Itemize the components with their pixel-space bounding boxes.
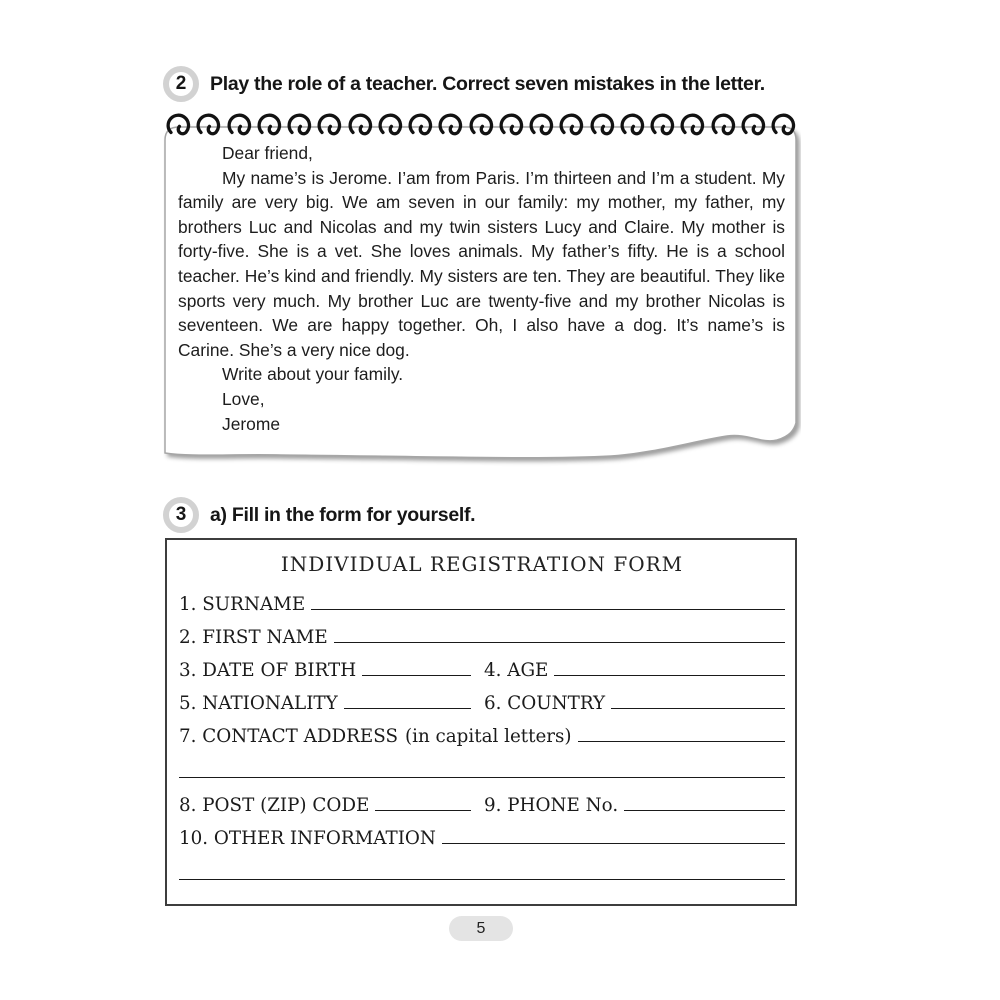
field-col-post-zip-code <box>179 783 471 816</box>
form-row-nationality-country <box>179 681 785 714</box>
spiral-ring-icon <box>408 110 435 139</box>
spiral-ring-icon <box>257 110 284 139</box>
spiral-ring-icon <box>771 110 798 139</box>
spiral-ring-icon <box>469 110 496 139</box>
spiral-ring-icon <box>590 110 617 139</box>
field-label-post-zip-code: 8. POST (ZIP) CODE <box>179 795 370 816</box>
form-row-birth-age <box>179 648 785 681</box>
blank-line-address-continuation <box>179 776 785 778</box>
exercise3-number: 3 <box>175 504 187 525</box>
field-label-country: 6. COUNTRY <box>484 693 606 714</box>
form-row-other-continuation <box>179 849 785 885</box>
letter-signature: Jerome <box>222 413 280 434</box>
spiral-ring-icon <box>741 110 768 139</box>
form-row-surname <box>179 582 785 615</box>
blank-line-post-zip-code <box>375 809 471 811</box>
form-row-contact-address <box>179 714 785 747</box>
registration-form <box>165 538 797 906</box>
spiral-ring-icon <box>166 110 193 139</box>
exercise3-instruction: a) Fill in the form for yourself. <box>210 503 476 526</box>
spiral-ring-icon <box>620 110 647 139</box>
field-note-capital-letters: (in capital letters) <box>404 726 572 747</box>
letter-salutation: Dear friend, <box>222 143 313 163</box>
blank-line-phone-no <box>624 809 785 811</box>
blank-line-contact-address <box>578 740 785 742</box>
blank-line-surname <box>311 608 785 610</box>
spiral-ring-icon <box>711 110 738 139</box>
blank-line-first-name <box>334 641 785 643</box>
blank-line-date-of-birth <box>362 674 471 676</box>
field-label-first-name: 2. FIRST NAME <box>179 627 328 648</box>
field-label-age: 4. AGE <box>484 660 549 681</box>
field-label-date-of-birth: 3. DATE OF BIRTH <box>179 660 357 681</box>
blank-line-other-information <box>442 842 785 844</box>
page-number: 5 <box>476 919 486 937</box>
field-label-contact-address: 7. CONTACT ADDRESS <box>179 726 398 747</box>
spiral-binding <box>166 110 798 140</box>
field-label-nationality: 5. NATIONALITY <box>179 693 338 714</box>
field-label-other-information: 10. OTHER INFORMATION <box>179 828 436 849</box>
blank-line-other-continuation <box>179 878 785 880</box>
exercise2-instruction: Play the role of a teacher. Correct seven mistakes in the letter. <box>210 72 765 95</box>
form-row-first-name <box>179 615 785 648</box>
spiral-ring-icon <box>196 110 223 139</box>
letter-closing: Love, <box>222 388 265 409</box>
spiral-ring-icon <box>499 110 526 139</box>
letter-prompt: Write about your family. <box>222 364 404 385</box>
spiral-ring-icon <box>317 110 344 139</box>
spiral-ring-icon <box>378 110 405 139</box>
form-rows <box>179 582 785 885</box>
blank-line-country <box>611 707 785 709</box>
exercise3-header <box>163 497 475 533</box>
field-label-phone-no: 9. PHONE No. <box>484 795 619 816</box>
blank-line-age <box>554 674 785 676</box>
exercise2-number: 2 <box>175 73 187 94</box>
form-row-other-information <box>179 816 785 849</box>
page-number-pill <box>449 916 513 941</box>
form-title: INDIVIDUAL REGISTRATION FORM <box>280 552 684 576</box>
spiral-ring-icon <box>227 110 254 139</box>
exercise2-number-badge <box>163 66 199 102</box>
form-row-zip-phone <box>179 783 785 816</box>
exercise3-number-badge <box>163 497 199 533</box>
field-col-nationality <box>179 681 471 714</box>
spiral-ring-icon <box>348 110 375 139</box>
spiral-ring-icon <box>559 110 586 139</box>
spiral-ring-icon <box>529 110 556 139</box>
spiral-ring-icon <box>438 110 465 139</box>
blank-line-nationality <box>344 707 471 709</box>
letter-body: My name’s is Jerome. I’am from Paris. I’m thirteen and I’m a student. My family are very big. We am seven in our family: my mother, my father, my brothers Luc and Nicolas and my twin sisters Lucy and Claire. My mother is forty-five. She is a vet. She loves animals. My father’s fifty. He is a school teacher. He’s kind and friendly. My sisters are ten. They are beautiful. They like sports very much. My brother Luc are twenty-five and my brother Nicolas is seventeen. We are happy together. Oh, I also have a dog. It’s name’s is Carine. She’s a very nice dog. <box>178 167 785 360</box>
spiral-ring-icon <box>650 110 677 139</box>
spiral-ring-icon <box>680 110 707 139</box>
letter <box>178 141 785 436</box>
exercise2-header <box>163 66 765 102</box>
spiral-ring-icon <box>287 110 314 139</box>
field-col-date-of-birth <box>179 648 471 681</box>
field-label-surname: 1. SURNAME <box>179 594 306 615</box>
form-row-address-continuation <box>179 747 785 783</box>
